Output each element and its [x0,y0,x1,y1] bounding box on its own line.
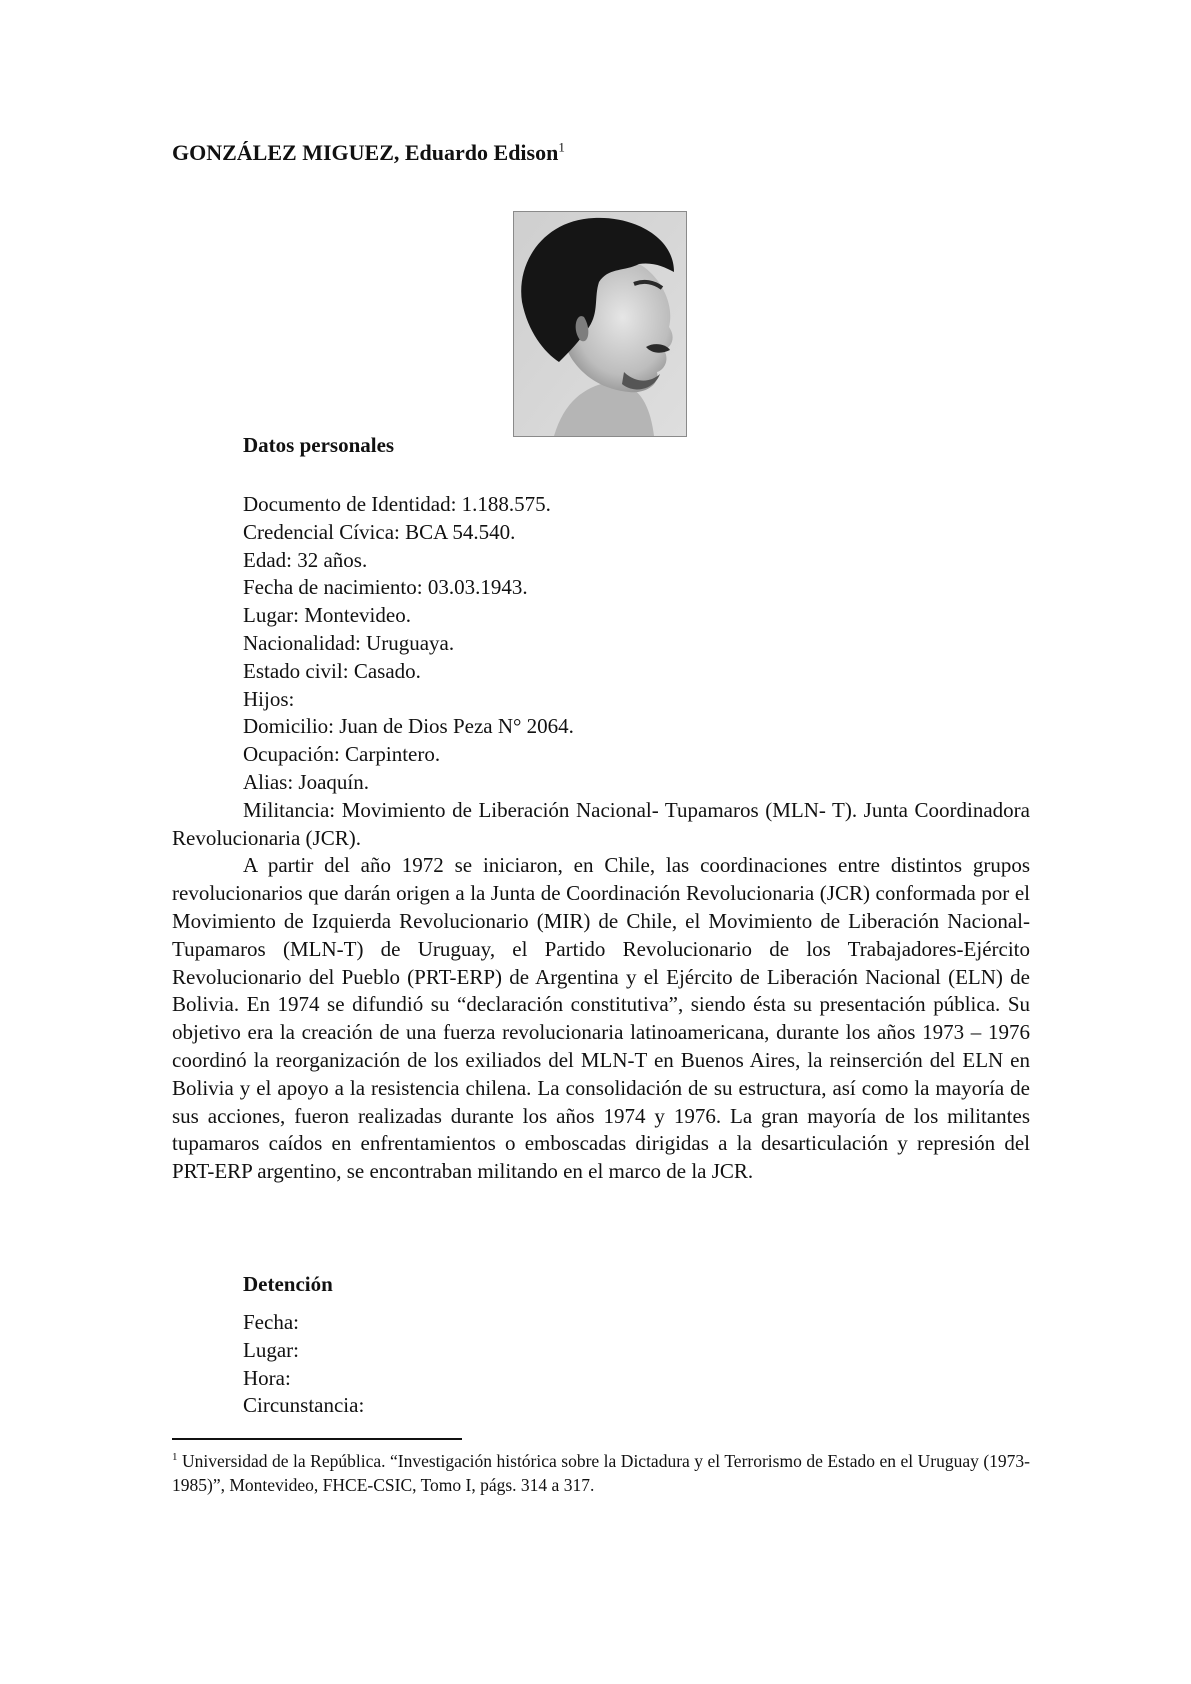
section-heading-detencion: Detención [243,1272,333,1296]
field-ocupacion: Ocupación: Carpintero. [243,742,441,767]
field-lugar: Lugar: Montevideo. [243,603,411,628]
field-militancia: Militancia: Movimiento de Liberación Nacional- Tupamaros (MLN- T). Junta Coordinadora Revolucionaria (JCR). [172,797,1030,850]
portrait-icon [514,212,686,436]
field-fecha: Fecha: [243,1310,299,1334]
field-fecha-nacimiento: Fecha de nacimiento: 03.03.1943. [243,575,528,600]
field-hora: Hora: [243,1365,291,1390]
title-name: GONZÁLEZ MIGUEZ, Eduardo Edison [172,140,559,165]
context-paragraph: A partir del año 1972 se iniciaron, en Chile, las coordinaciones entre distintos grupos revolucionarios que darán origen a la Junta de Coordinación Revolucionaria (JCR) conformada por el Movimiento de Izquierda Revolucionario (MIR) de Chile, el Movimiento de Liberación Nacional-Tupamaros (MLN-T) de Uruguay, el Partido Revolucionario de los Trabajadores-Ejército Revolucionario del Pueblo (PRT-ERP) de Argentina y el Ejército de Liberación Nacional (ELN) de Bolivia. En 1974 se difundió su “declaración constitutiva”, siendo ésta su presentación pública. Su objetivo era la creación de una fuerza revolucionaria latinoamericana, durante los años 1973 – 1976 coordinó la reorganización de los exiliados del MLN-T en Buenos Aires, la reinserción del ELN en Bolivia y el apoyo a la resistencia chilena. La consolidación de su estructura, así como la mayoría de sus acciones, fueron realizadas durante los años 1974 y 1976. La gran mayoría de los militantes tupamaros caídos en enfrentamientos o emboscadas dirigidas a la desarticulación y represión del PRT-ERP argentino, se encontraban militando en el marco de la JCR. [172,853,1030,1184]
field-hijos: Hijos: [243,686,295,711]
field-edad: Edad: 32 años. [243,547,368,572]
field-estado-civil: Estado civil: Casado. [243,658,421,683]
portrait-photo [513,211,687,437]
field-nacionalidad: Nacionalidad: Uruguaya. [243,631,455,655]
page-title [172,140,565,166]
footnote-divider [172,1438,462,1440]
footnote [172,1449,1030,1497]
section-heading-datos-personales: Datos personales [243,433,395,457]
field-documento: Documento de Identidad: 1.188.575. [243,492,551,516]
footnote-number: 1 [172,1451,178,1464]
field-alias: Alias: Joaquín. [243,770,369,794]
field-circunstancia: Circunstancia: [243,1393,365,1418]
militancia-block [172,797,1030,1186]
footnote-text: Universidad de la República. “Investigación histórica sobre la Dictadura y el Terrorismo de Estado en el Uruguay (1973-1985)”, Montevideo, FHCE-CSIC, Tomo I, págs. 314 a 317. [172,1451,1030,1495]
footnote-ref: 1 [558,139,565,155]
field-domicilio: Domicilio: Juan de Dios Peza N° 2064. [243,714,574,739]
field-credencial: Credencial Cívica: BCA 54.540. [243,519,516,544]
field-lugar-detencion: Lugar: [243,1337,299,1362]
